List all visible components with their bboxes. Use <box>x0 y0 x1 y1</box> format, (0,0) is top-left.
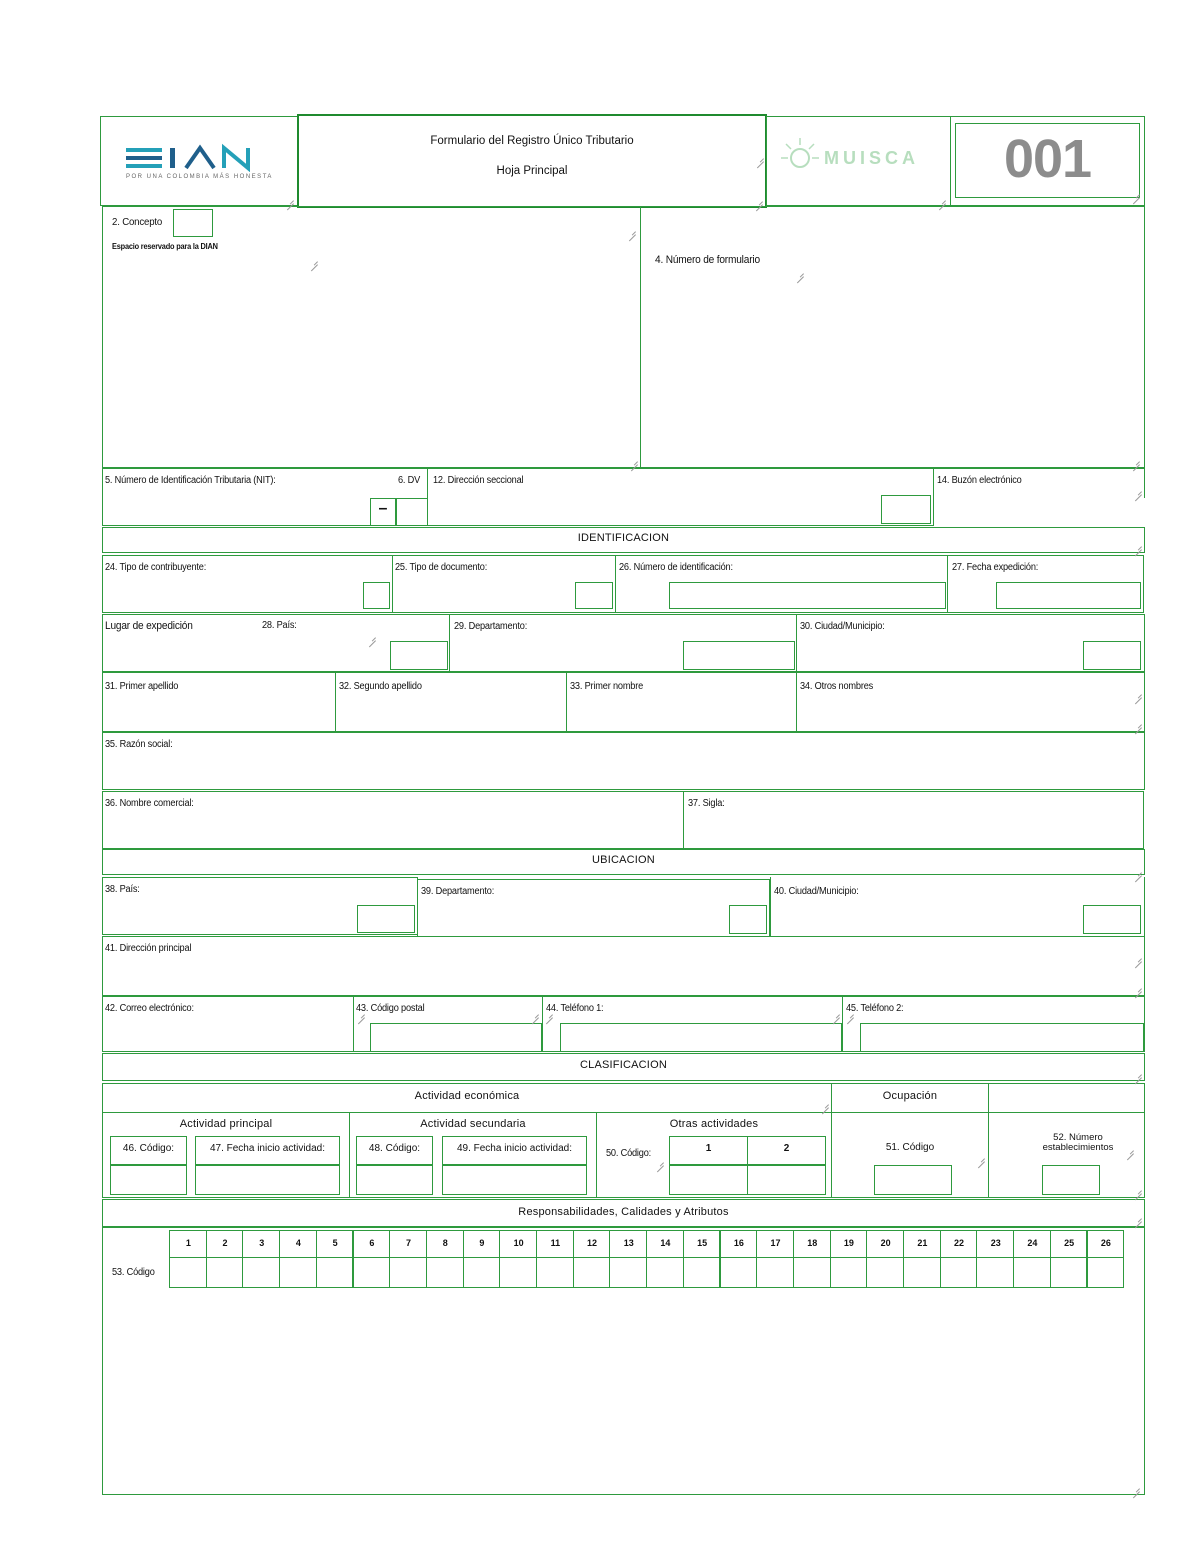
reserved-label: Espacio reservado para la DIAN <box>112 242 218 251</box>
fecha49-label: 49. Fecha inicio actividad: <box>456 1143 573 1154</box>
ub-ciudad-label: 40. Ciudad/Municipio: <box>774 886 859 897</box>
resp-header-14 <box>646 1230 684 1258</box>
razon-social-label: 35. Razón social: <box>105 739 173 750</box>
numero-identificacion-input[interactable] <box>669 582 946 609</box>
resize-grip-icon <box>1134 954 1142 962</box>
ub-pais-label: 38. País: <box>105 884 140 895</box>
resp-number-label: 6 <box>369 1238 375 1248</box>
fecha-expedicion-label: 27. Fecha expedición: <box>952 562 1039 573</box>
dv-input[interactable] <box>396 498 428 526</box>
resize-grip-icon <box>1134 1070 1142 1078</box>
resp-header-10 <box>499 1230 537 1258</box>
direccion-principal-cell <box>102 936 1145 996</box>
resp-number-label: 4 <box>295 1238 301 1248</box>
resp-code-input-2[interactable] <box>206 1257 244 1288</box>
actividad-economica-title: Actividad económica <box>414 1090 520 1102</box>
resp-header-21 <box>903 1230 941 1258</box>
telefono1-label: 44. Teléfono 1: <box>546 1003 604 1014</box>
dian-slogan: POR UNA COLOMBIA MÁS HONESTA <box>126 174 273 180</box>
codigo46-input[interactable] <box>110 1165 187 1195</box>
ocupacion-blank <box>988 1083 1145 1113</box>
resp-header-6 <box>353 1230 391 1258</box>
resp-number-label: 11 <box>550 1238 561 1248</box>
resize-grip-icon <box>821 1100 829 1108</box>
sigla-cell <box>683 791 1144 849</box>
primer-nombre-label: 33. Primer nombre <box>570 681 644 692</box>
resize-grip-icon <box>1132 190 1140 198</box>
resize-grip-icon <box>938 196 946 204</box>
resp-number-label: 1 <box>185 1238 191 1248</box>
resize-grip-icon <box>1134 720 1142 728</box>
pais-label: 28. País: <box>262 620 297 631</box>
resp-code-input-25[interactable] <box>1050 1257 1088 1288</box>
resp-number-label: 12 <box>587 1238 598 1248</box>
resp-header-17 <box>756 1230 794 1258</box>
resp-header-12 <box>573 1230 611 1258</box>
resp-number-label: 25 <box>1064 1238 1075 1248</box>
resp-number-label: 19 <box>843 1238 854 1248</box>
resp-number-label: 24 <box>1027 1238 1038 1248</box>
codigo53-label: 53. Código <box>112 1267 155 1278</box>
resp-header-1 <box>169 1230 207 1258</box>
resp-number-label: 8 <box>442 1238 448 1248</box>
identificacion-title: IDENTIFICACION <box>577 532 670 544</box>
resp-code-input-23[interactable] <box>976 1257 1014 1288</box>
resp-code-input-22[interactable] <box>940 1257 978 1288</box>
resp-code-input-8[interactable] <box>426 1257 464 1288</box>
resp-number-label: 26 <box>1100 1238 1111 1248</box>
resize-grip-icon <box>531 1010 539 1018</box>
sun-icon <box>780 136 820 176</box>
resp-header-18 <box>793 1230 831 1258</box>
resize-grip-icon <box>1134 487 1142 495</box>
direccion-principal-label: 41. Dirección principal <box>105 943 192 954</box>
resp-code-input-14[interactable] <box>646 1257 684 1288</box>
codigo46-label: 46. Código: <box>122 1143 175 1154</box>
otras-2-input[interactable] <box>747 1165 826 1195</box>
resize-grip-icon <box>1134 1186 1142 1194</box>
resp-code-input-18[interactable] <box>793 1257 831 1288</box>
resp-number-label: 17 <box>770 1238 781 1248</box>
otras-1-input[interactable] <box>669 1165 748 1195</box>
fecha47-label: 47. Fecha inicio actividad: <box>209 1143 326 1154</box>
resize-grip-icon <box>832 1010 840 1018</box>
ubicacion-title: UBICACION <box>592 854 655 866</box>
lugar-expedicion-label: Lugar de expedición <box>105 620 193 632</box>
resp-header-22 <box>940 1230 978 1258</box>
muisca-text: MUISCA <box>824 148 919 168</box>
telefono2-label: 45. Teléfono 2: <box>846 1003 904 1014</box>
codigo-postal-input[interactable] <box>370 1023 542 1052</box>
resp-code-input-24[interactable] <box>1013 1257 1051 1288</box>
resize-grip-icon <box>310 257 318 265</box>
resp-code-input-19[interactable] <box>830 1257 868 1288</box>
resp-header-20 <box>866 1230 904 1258</box>
primer-apellido-label: 31. Primer apellido <box>105 681 179 692</box>
buzon-label: 14. Buzón electrónico <box>937 475 1022 486</box>
resp-header-23 <box>976 1230 1014 1258</box>
resp-header-7 <box>389 1230 427 1258</box>
resp-number-label: 16 <box>733 1238 744 1248</box>
actividad-secundaria-title: Actividad secundaria <box>420 1118 526 1130</box>
numero-formulario-label: 4. Número de formulario <box>655 254 760 266</box>
segundo-apellido-label: 32. Segundo apellido <box>339 681 422 692</box>
resp-header-11 <box>536 1230 574 1258</box>
resize-grip-icon <box>357 1010 365 1018</box>
seccional-input[interactable] <box>881 495 931 524</box>
resp-header-25 <box>1050 1230 1088 1258</box>
codigo-postal-label: 43. Código postal <box>356 1003 425 1014</box>
nombre-comercial-label: 36. Nombre comercial: <box>105 798 194 809</box>
dian-logo-mark <box>120 140 270 172</box>
resize-grip-icon <box>630 457 638 465</box>
dv-label: 6. DV <box>398 475 421 486</box>
tipo-documento-label: 25. Tipo de documento: <box>395 562 488 573</box>
clasificacion-title: CLASIFICACION <box>580 1059 667 1071</box>
resp-code-input-5[interactable] <box>316 1257 354 1288</box>
resp-code-input-17[interactable] <box>756 1257 794 1288</box>
nit-label: 5. Número de Identificación Tributaria (NIT): <box>105 475 276 486</box>
ub-departamento-input[interactable] <box>729 905 767 934</box>
resp-header-3 <box>242 1230 280 1258</box>
resp-code-input-15[interactable] <box>683 1257 721 1288</box>
resize-grip-icon <box>796 269 804 277</box>
ciudad-input[interactable] <box>1083 641 1141 670</box>
tipo-contribuyente-label: 24. Tipo de contribuyente: <box>105 562 207 573</box>
ciudad-label: 30. Ciudad/Municipio: <box>800 621 885 632</box>
resize-grip-icon <box>1134 690 1142 698</box>
resp-code-input-6[interactable] <box>353 1257 391 1288</box>
actividad-principal-title: Actividad principal <box>179 1118 273 1130</box>
resp-code-input-11[interactable] <box>536 1257 574 1288</box>
resize-grip-icon <box>628 227 636 235</box>
resp-header-13 <box>609 1230 647 1258</box>
muisca-logo <box>780 136 940 186</box>
resize-grip-icon <box>977 1154 985 1162</box>
departamento-label: 29. Departamento: <box>454 621 528 632</box>
nit-dash: – <box>378 500 388 517</box>
resp-header-26 <box>1087 1230 1125 1258</box>
departamento-input[interactable] <box>683 641 795 670</box>
resp-number-label: 7 <box>406 1238 412 1248</box>
resp-number-label: 20 <box>880 1238 891 1248</box>
resize-grip-icon <box>1132 1484 1140 1492</box>
concepto-label: 2. Concepto <box>112 216 163 228</box>
codigo50-label: 50. Código: <box>606 1148 652 1159</box>
resp-number-label: 3 <box>259 1238 265 1248</box>
resp-code-input-1[interactable] <box>169 1257 207 1288</box>
fecha-expedicion-input[interactable] <box>996 582 1141 609</box>
establecimientos-label: 52. Número establecimientos <box>1042 1132 1114 1153</box>
resize-grip-icon <box>1134 984 1142 992</box>
resp-code-input-16[interactable] <box>720 1257 758 1288</box>
telefono2-input[interactable] <box>860 1023 1144 1052</box>
resp-number-label: 18 <box>807 1238 818 1248</box>
otras-2-label: 2 <box>783 1143 790 1154</box>
resp-number-label: 10 <box>513 1238 524 1248</box>
resize-grip-icon <box>286 196 294 204</box>
pais-input[interactable] <box>390 641 448 670</box>
fecha49-input[interactable] <box>442 1165 587 1195</box>
otros-nombres-label: 34. Otros nombres <box>800 681 874 692</box>
resp-code-input-7[interactable] <box>389 1257 427 1288</box>
resp-header-16 <box>720 1230 758 1258</box>
ocupacion-title: Ocupación <box>882 1090 938 1102</box>
establecimientos-input[interactable] <box>1042 1165 1100 1195</box>
resize-grip-icon <box>755 197 763 205</box>
codigo51-label: 51. Código <box>885 1142 935 1153</box>
resize-grip-icon <box>1132 457 1140 465</box>
numero-formulario-area <box>640 206 1145 468</box>
resp-code-input-13[interactable] <box>609 1257 647 1288</box>
responsabilidades-title: Responsabilidades, Calidades y Atributos <box>518 1206 729 1218</box>
resp-number-label: 21 <box>917 1238 928 1248</box>
resp-header-2 <box>206 1230 244 1258</box>
resize-grip-icon <box>368 633 376 641</box>
dian-logo <box>120 140 280 184</box>
resp-code-input-26[interactable] <box>1087 1257 1125 1288</box>
otras-1-label: 1 <box>705 1143 712 1154</box>
resp-header-8 <box>426 1230 464 1258</box>
sigla-label: 37. Sigla: <box>688 798 725 809</box>
resize-grip-icon <box>1134 542 1142 550</box>
responsabilidades-grid <box>169 1230 1124 1290</box>
resp-number-label: 9 <box>479 1238 485 1248</box>
codigo48-label: 48. Código: <box>368 1143 421 1154</box>
tipo-contribuyente-input[interactable] <box>363 582 390 609</box>
resp-header-4 <box>279 1230 317 1258</box>
ub-departamento-label: 39. Departamento: <box>421 886 495 897</box>
resp-code-input-12[interactable] <box>573 1257 611 1288</box>
seccional-label: 12. Dirección seccional <box>433 475 524 486</box>
resize-grip-icon <box>1134 868 1142 876</box>
resp-header-5 <box>316 1230 354 1258</box>
resp-code-input-21[interactable] <box>903 1257 941 1288</box>
codigo51-input[interactable] <box>874 1165 952 1195</box>
header-title-cell <box>297 114 767 208</box>
form-number: 001 <box>1003 129 1092 189</box>
resp-header-19 <box>830 1230 868 1258</box>
resize-grip-icon <box>545 1010 553 1018</box>
ub-pais-input[interactable] <box>357 905 415 933</box>
resp-code-input-3[interactable] <box>242 1257 280 1288</box>
codigo48-input[interactable] <box>356 1165 433 1195</box>
razon-social-cell <box>102 732 1145 790</box>
resp-header-15 <box>683 1230 721 1258</box>
resize-grip-icon <box>756 154 764 162</box>
form-title: Formulario del Registro Único Tributario <box>430 135 634 147</box>
resp-code-input-9[interactable] <box>463 1257 501 1288</box>
correo-label: 42. Correo electrónico: <box>105 1003 194 1014</box>
resp-number-label: 2 <box>222 1238 228 1248</box>
form-subtitle: Hoja Principal <box>496 165 568 177</box>
resp-number-label: 13 <box>623 1238 634 1248</box>
resize-grip-icon <box>846 1010 854 1018</box>
resp-header-24 <box>1013 1230 1051 1258</box>
resp-code-input-10[interactable] <box>499 1257 537 1288</box>
resize-grip-icon <box>656 1158 664 1166</box>
resp-number-label: 5 <box>332 1238 338 1248</box>
resp-number-label: 22 <box>954 1238 965 1248</box>
otras-actividades-title: Otras actividades <box>669 1118 759 1130</box>
tipo-documento-input[interactable] <box>575 582 613 609</box>
resp-number-label: 15 <box>697 1238 708 1248</box>
resize-grip-icon <box>1134 1214 1142 1222</box>
ub-ciudad-input[interactable] <box>1083 905 1141 934</box>
resp-code-input-4[interactable] <box>279 1257 317 1288</box>
numero-identificacion-label: 26. Número de identificación: <box>619 562 733 573</box>
resp-code-input-20[interactable] <box>866 1257 904 1288</box>
resp-header-9 <box>463 1230 501 1258</box>
resize-grip-icon <box>1126 1146 1134 1154</box>
resp-number-label: 14 <box>660 1238 671 1248</box>
resp-number-label: 23 <box>990 1238 1001 1248</box>
fecha47-input[interactable] <box>195 1165 340 1195</box>
concepto-input[interactable] <box>173 209 213 237</box>
telefono1-input[interactable] <box>560 1023 842 1052</box>
